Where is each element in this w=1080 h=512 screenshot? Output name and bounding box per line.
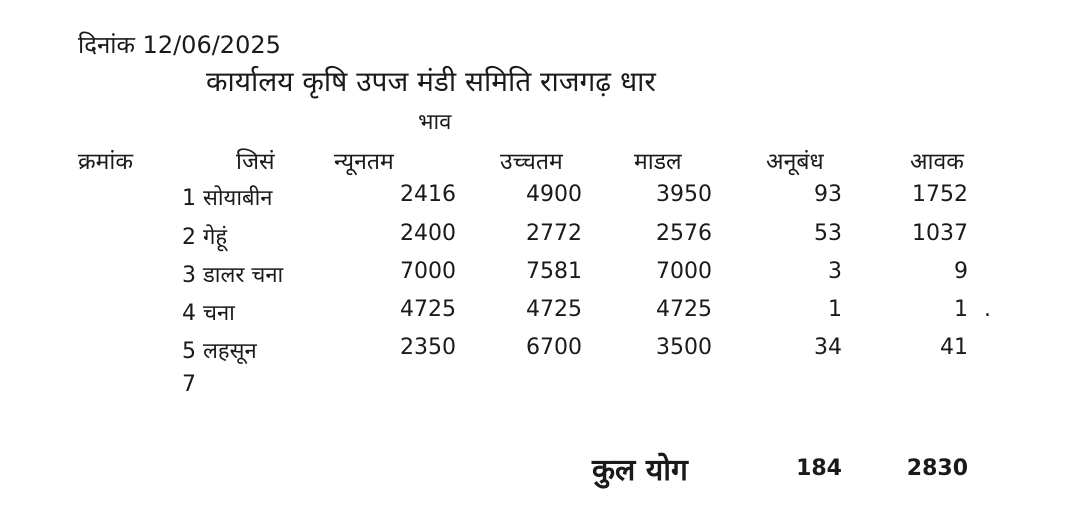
extra-row-number: 7 bbox=[182, 372, 196, 397]
row-model: 3950 bbox=[656, 182, 712, 207]
row-item: 1 सोयाबीन bbox=[182, 186, 273, 211]
row-arrival: 9 bbox=[954, 259, 968, 284]
row-maximum: 7581 bbox=[526, 259, 582, 284]
table-row bbox=[0, 259, 1080, 297]
total-arrival: 2830 bbox=[906, 456, 968, 481]
subtitle-bhav: भाव bbox=[418, 110, 452, 135]
table-row bbox=[0, 297, 1080, 335]
row-maximum: 2772 bbox=[526, 221, 582, 246]
header-maximum: उच्चतम bbox=[500, 149, 563, 175]
header-serial: क्रमांक bbox=[78, 149, 134, 175]
row-minimum: 4725 bbox=[400, 297, 456, 322]
row-item: 5 लहसून bbox=[182, 339, 257, 364]
table-row bbox=[0, 182, 1080, 220]
date-line: दिनांक 12/06/2025 bbox=[78, 31, 281, 59]
total-label: कुल योग bbox=[592, 453, 688, 488]
row-maximum: 6700 bbox=[526, 335, 582, 360]
row-minimum: 7000 bbox=[400, 259, 456, 284]
header-item: जिसं bbox=[236, 149, 275, 175]
row-minimum: 2350 bbox=[400, 335, 456, 360]
row-model: 2576 bbox=[656, 221, 712, 246]
row-item: 4 चना bbox=[182, 301, 235, 326]
row-maximum: 4725 bbox=[526, 297, 582, 322]
stray-dot-mark: . bbox=[984, 297, 991, 322]
header-minimum: न्यूनतम bbox=[334, 149, 394, 175]
row-minimum: 2416 bbox=[400, 182, 456, 207]
row-contract: 93 bbox=[814, 182, 842, 207]
row-arrival: 1037 bbox=[912, 221, 968, 246]
row-contract: 53 bbox=[814, 221, 842, 246]
table-row bbox=[0, 221, 1080, 259]
office-title: कार्यालय कृषि उपज मंडी समिति राजगढ़ धार bbox=[206, 65, 656, 98]
row-contract: 1 bbox=[828, 297, 842, 322]
row-arrival: 41 bbox=[940, 335, 968, 360]
row-minimum: 2400 bbox=[400, 221, 456, 246]
header-model: माडल bbox=[634, 149, 682, 175]
total-contract: 184 bbox=[796, 456, 842, 481]
row-maximum: 4900 bbox=[526, 182, 582, 207]
row-item: 2 गेहूं bbox=[182, 225, 228, 250]
header-contract: अनूबंध bbox=[766, 149, 824, 175]
row-arrival: 1 bbox=[954, 297, 968, 322]
row-model: 3500 bbox=[656, 335, 712, 360]
row-model: 7000 bbox=[656, 259, 712, 284]
table-row bbox=[0, 335, 1080, 373]
row-contract: 3 bbox=[828, 259, 842, 284]
row-model: 4725 bbox=[656, 297, 712, 322]
row-contract: 34 bbox=[814, 335, 842, 360]
row-arrival: 1752 bbox=[912, 182, 968, 207]
header-arrival: आवक bbox=[910, 149, 964, 175]
row-item: 3 डालर चना bbox=[182, 263, 284, 288]
